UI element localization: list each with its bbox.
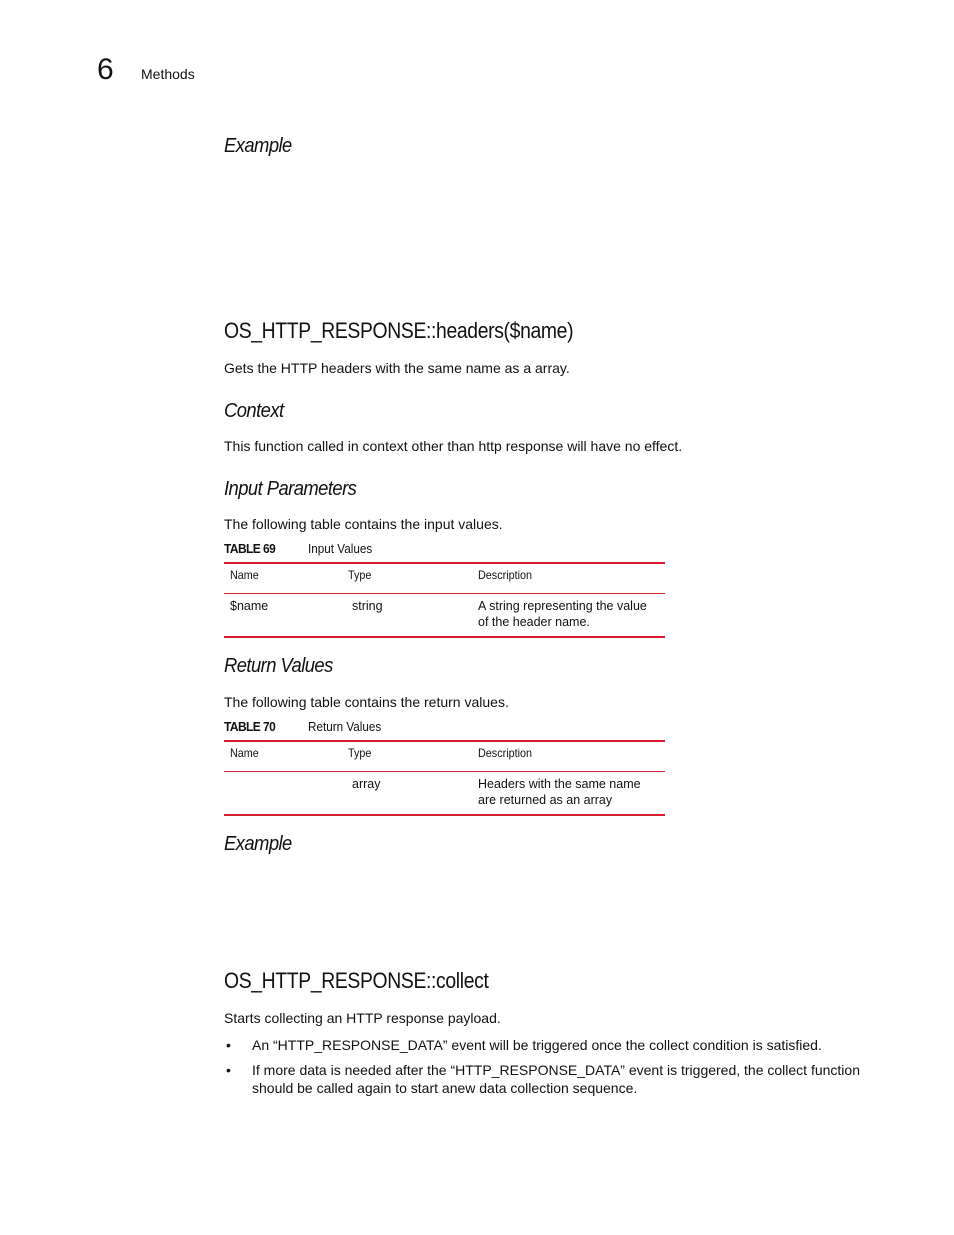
return-table-name: Return Values	[308, 719, 382, 734]
chapter-number: 6	[97, 53, 114, 86]
cell-type: array	[342, 772, 472, 816]
input-table-name: Input Values	[308, 541, 373, 556]
cell-description: A string representing the value of the header name.	[472, 594, 665, 638]
example-heading-2: Example	[224, 833, 292, 855]
headers-method-title: OS_HTTP_RESPONSE::headers($name)	[224, 318, 574, 343]
bullet-icon: •	[226, 1062, 231, 1078]
table-header-row	[224, 741, 665, 772]
return-values-heading: Return Values	[224, 655, 333, 677]
cell-type: string	[342, 594, 472, 638]
return-values-table	[224, 740, 665, 816]
chapter-title: Methods	[141, 66, 195, 82]
list-item: • If more data is needed after the “HTTP_RESPONSE_DATA” event is triggered, the collect function should be called again to start anew data collection sequence.	[226, 1062, 860, 1096]
collect-method-title: OS_HTTP_RESPONSE::collect	[224, 968, 489, 993]
headers-method-description: Gets the HTTP headers with the same name as a array.	[224, 360, 570, 376]
collect-method-description: Starts collecting an HTTP response payload.	[224, 1010, 501, 1026]
column-header-type: Type	[342, 563, 472, 594]
input-values-table	[224, 562, 665, 638]
collect-bullet-list	[224, 1036, 864, 1104]
table-header-row	[224, 563, 665, 594]
input-table-number: TABLE 69	[224, 541, 276, 556]
example-heading: Example	[224, 135, 292, 157]
return-table-number: TABLE 70	[224, 719, 276, 734]
context-text: This function called in context other than http response will have no effect.	[224, 438, 683, 454]
table-row	[224, 772, 665, 816]
cell-name	[224, 772, 342, 816]
input-parameters-intro: The following table contains the input values.	[224, 516, 503, 532]
column-header-description: Description	[472, 741, 665, 772]
context-heading: Context	[224, 400, 284, 422]
column-header-name: Name	[224, 563, 342, 594]
table-row	[224, 594, 665, 638]
return-table-caption	[224, 719, 382, 735]
cell-description: Headers with the same name are returned as an array	[472, 772, 665, 816]
cell-name: $name	[224, 594, 342, 638]
return-values-intro: The following table contains the return values.	[224, 694, 509, 710]
list-item: • An “HTTP_RESPONSE_DATA” event will be triggered once the collect condition is satisfied.	[226, 1037, 822, 1053]
input-table-caption	[224, 541, 373, 557]
column-header-description: Description	[472, 563, 665, 594]
column-header-name: Name	[224, 741, 342, 772]
input-parameters-heading: Input Parameters	[224, 478, 357, 500]
bullet-icon: •	[226, 1037, 231, 1053]
column-header-type: Type	[342, 741, 472, 772]
